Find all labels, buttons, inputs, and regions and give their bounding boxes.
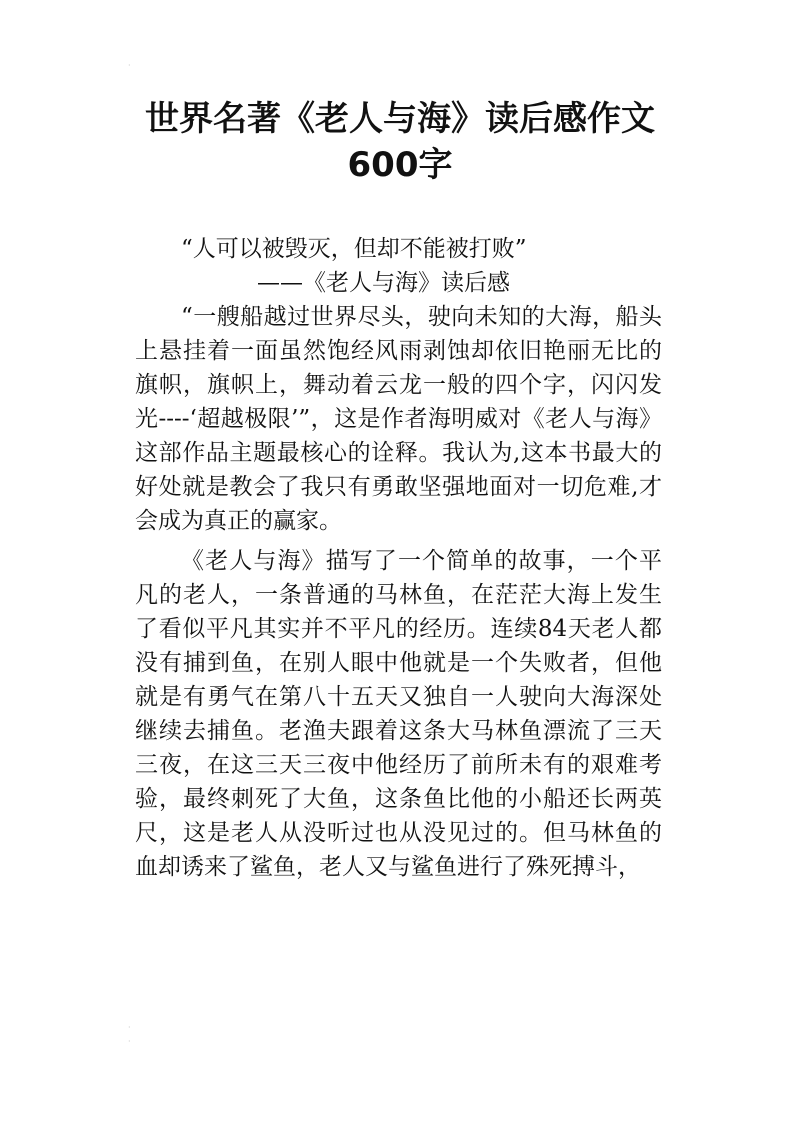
paragraph-2: 《老人与海》描写了一个简单的故事，一个平凡的老人，一条普通的马林鱼，在茫茫大海上发生了看似平凡其实并不平凡的经历。连续84天老人都没有捕到鱼，在别人眼中他就是一个失败者，但他就是有勇气在第八十五天又独自一人驶向大海深处继续去捕鱼。老渔夫跟着这条大马林鱼漂流了三天三夜，在这三天三夜中他经历了前所未有的艰难考验，最终刺死了大鱼，这条鱼比他的小船还长两英尺，这是老人从没听过也从没见过的。但马林鱼的血却诱来了鲨鱼，老人又与鲨鱼进行了殊死搏斗， [135,548,662,880]
document-title: 世界名著《老人与海》读后感作文600字 [145,99,655,185]
crop-mark-bottom: · [128,1023,131,1032]
epigraph-source: ——《老人与海》读后感 [257,270,510,296]
paragraph-1: “一艘船越过世界尽头，驶向未知的大海，船头上悬挂着一面虽然饱经风雨剥蚀却依旧艳丽无比的旗帜，旗帜上，舞动着云龙一般的四个字，闪闪发光----‘超越极限’”，这是作者海明威对《老人与海》这部作品主题最核心的诠释。我认为,这本书最大的好处就是教会了我只有勇敢坚强地面对一切危难,才会成为真正的赢家。 [135,304,662,534]
document-body [135,232,662,884]
crop-mark-top: · [128,61,131,70]
epigraph-quote: “人可以被毁灭，但却不能被打败” [181,236,527,262]
crop-mark-bottom-2: · [128,1037,131,1046]
